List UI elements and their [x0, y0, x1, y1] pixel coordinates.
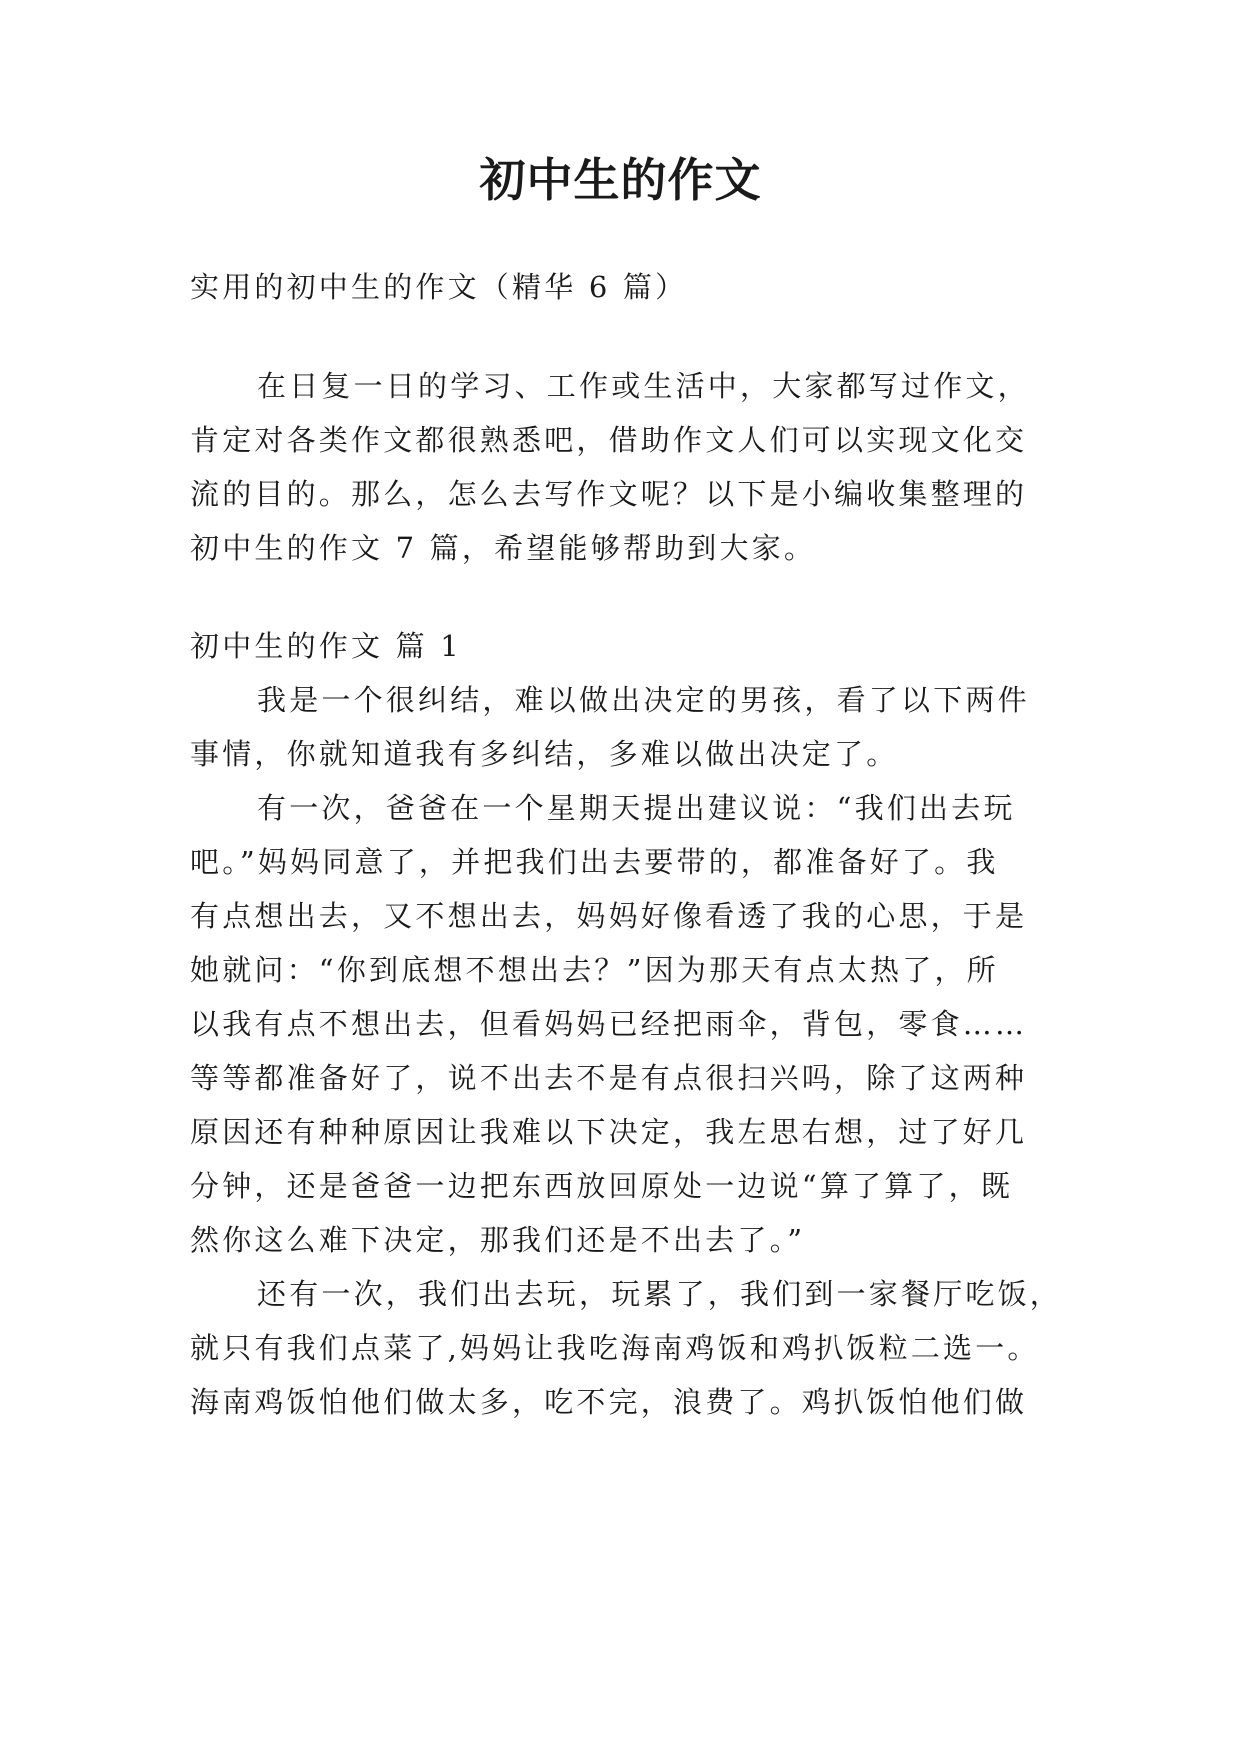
- body-line: 原因还有种种原因让我难以下决定，我左思右想，过了好几: [190, 1115, 1028, 1149]
- body-line: 等等都准备好了，说不出去不是有点很扫兴吗，除了这两种: [190, 1061, 1028, 1095]
- intro-line: 在日复一日的学习、工作或生活中，大家都写过作文，: [257, 369, 1030, 403]
- body-line: 她就问：“你到底想不想出去？”因为那天有点太热了，所: [190, 953, 999, 987]
- body-line: 吧。”妈妈同意了，并把我们出去要带的，都准备好了。我: [190, 845, 999, 879]
- intro-line: 流的目的。那么，怎么去写作文呢？以下是小编收集整理的: [190, 477, 1028, 511]
- document-subtitle: 实用的初中生的作文（精华 6 篇）: [190, 270, 688, 304]
- intro-line: 初中生的作文 7 篇，希望能够帮助到大家。: [190, 531, 817, 565]
- body-line: 然你这么难下决定，那我们还是不出去了。”: [190, 1223, 806, 1257]
- body-line: 海南鸡饭怕他们做太多，吃不完，浪费了。鸡扒饭怕他们做: [190, 1385, 1028, 1419]
- body-line: 事情，你就知道我有多纠结，多难以做出决定了。: [190, 737, 899, 771]
- body-line: 有一次，爸爸在一个星期天提出建议说：“我们出去玩: [257, 791, 1016, 825]
- body-line: 还有一次，我们出去玩，玩累了，我们到一家餐厅吃饭，: [257, 1277, 1063, 1311]
- body-line: 我是一个很纠结，难以做出决定的男孩，看了以下两件: [257, 683, 1030, 717]
- body-line: 就只有我们点菜了,妈妈让我吃海南鸡饭和鸡扒饭粒二选一。: [190, 1331, 1040, 1365]
- document-title: 初中生的作文: [479, 153, 762, 207]
- section-heading: 初中生的作文 篇 1: [190, 629, 462, 663]
- intro-line: 肯定对各类作文都很熟悉吧，借助作文人们可以实现文化交: [190, 423, 1028, 457]
- body-line: 以我有点不想出去，但看妈妈已经把雨伞，背包，零食……: [190, 1007, 1028, 1041]
- body-line: 有点想出去，又不想出去，妈妈好像看透了我的心思，于是: [190, 899, 1028, 933]
- body-line: 分钟，还是爸爸一边把东西放回原处一边说“算了算了，既: [190, 1169, 1014, 1203]
